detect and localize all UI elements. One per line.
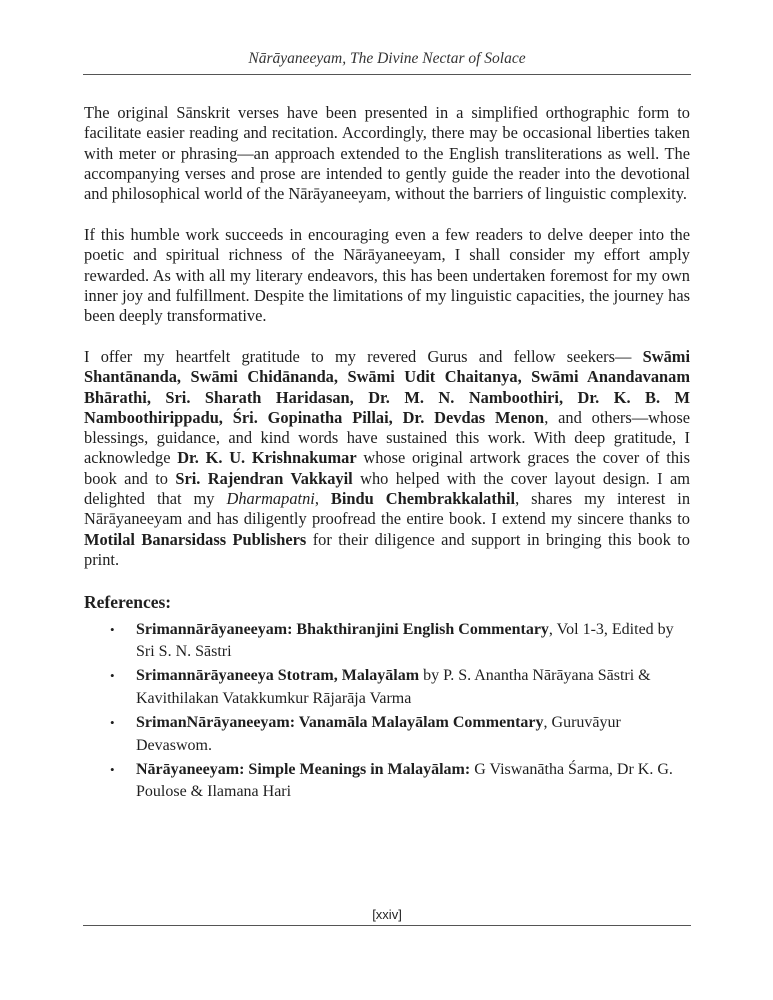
header-divider bbox=[83, 74, 691, 75]
reference-title: Srimannārāyaneeyam: Bhakthiranjini English Commentary bbox=[136, 620, 549, 638]
reference-details: by P. S. Anantha Nārāyana Sāstri & Kavithilakan Vatakkumkur Rājarāja Varma bbox=[136, 667, 651, 708]
reference-details: G Viswanātha Śarma, Dr K. G. Poulose & Ilamana Hari bbox=[136, 760, 673, 801]
reference-title: SrimanNārāyaneeyam: Vanamāla Malayālam Commentary bbox=[136, 714, 544, 732]
bullet-icon: • bbox=[110, 761, 115, 777]
gratitude-text-2: , and others—whose blessings, guidance, and kind words have sustained this work. With deep gratitude, I acknowledge bbox=[84, 407, 690, 468]
designer-name: Sri. Rajendran Vakkayil bbox=[175, 468, 353, 488]
running-header: Nārāyaneeyam, The Divine Nectar of Solace bbox=[248, 50, 526, 67]
footer-divider bbox=[83, 925, 691, 926]
reference-details: , Vol 1-3, Edited by Sri S. N. Sāstri bbox=[136, 620, 674, 661]
gratitude-text-6: , shares my interest in Nārāyaneeyam and has diligently proofread the entire book. I extend my sincere thanks to bbox=[84, 489, 691, 529]
gratitude-text-7: for their diligence and support in bringing this book to print. bbox=[84, 529, 690, 569]
reference-title: Nārāyaneeyam: Simple Meanings in Malayālam: bbox=[136, 760, 471, 778]
paragraph-gratitude bbox=[84, 347, 690, 570]
reference-item bbox=[84, 619, 690, 664]
proofreader-name: Bindu Chembrakkalathil bbox=[330, 489, 516, 509]
bullet-icon: • bbox=[110, 668, 115, 684]
paragraph-orthography: The original Sānskrit verses have been presented in a simplified orthographic form to facilitate easier reading and recitation. Accordingly, there may be occasional liberties taken with meter or phrasing—an approach extended to the English transliterations as well. The accompanying verses and prose are intended to gently guide the reader into the devotional and philosophical world of the Nārāyaneeyam, without the barriers of linguistic complexity. bbox=[84, 103, 690, 204]
paragraph-humble-work: If this humble work succeeds in encouraging even a few readers to delve deeper into the poetic and spiritual richness of the Nārāyaneeyam, I shall consider my effort amply rewarded. As with all my literary endeavors, this has been undertaken foremost for my own inner joy and fulfillment. Despite the limitations of my linguistic capacities, the journey has been deeply transformative. bbox=[84, 224, 690, 326]
artist-name: Dr. K. U. Krishnakumar bbox=[177, 448, 357, 468]
reference-details: , Guruvāyur Devaswom. bbox=[136, 714, 621, 754]
gratitude-text-4: who helped with the cover layout design. I am delighted that my bbox=[84, 468, 691, 509]
reference-title: Srimannārāyaneeya Stotram, Malayālam bbox=[136, 667, 420, 685]
gratitude-text-3: whose original artwork graces the cover of this book and to bbox=[84, 448, 690, 488]
gratitude-intro: I offer my heartfelt gratitude to my revered Gurus and fellow seekers— bbox=[84, 346, 643, 366]
gratitude-text-5: , bbox=[314, 489, 331, 509]
reference-item bbox=[84, 712, 690, 757]
references-heading: References: bbox=[84, 591, 172, 612]
page-number: [xxiv] bbox=[372, 907, 402, 922]
reference-item bbox=[84, 665, 690, 710]
bullet-icon: • bbox=[110, 621, 115, 637]
page-body bbox=[84, 103, 690, 805]
dharmapatni-term: Dharmapatni bbox=[226, 489, 315, 509]
publisher-name: Motilal Banarsidass Publishers bbox=[84, 529, 307, 549]
gurus-names: Swāmi Shantānanda, Swāmi Chidānanda, Swāmi Udit Chaitanya, Swāmi Anandavanam Bhārathi, Sri. Sharath Haridasan, Dr. M. N. Namboothiri, Dr. K. B. M Namboothirippadu, Śri. Gopinatha Pillai, Dr. Devdas Menon bbox=[84, 346, 690, 427]
reference-item bbox=[84, 759, 690, 804]
bullet-icon: • bbox=[110, 715, 115, 731]
references-list bbox=[84, 619, 690, 804]
